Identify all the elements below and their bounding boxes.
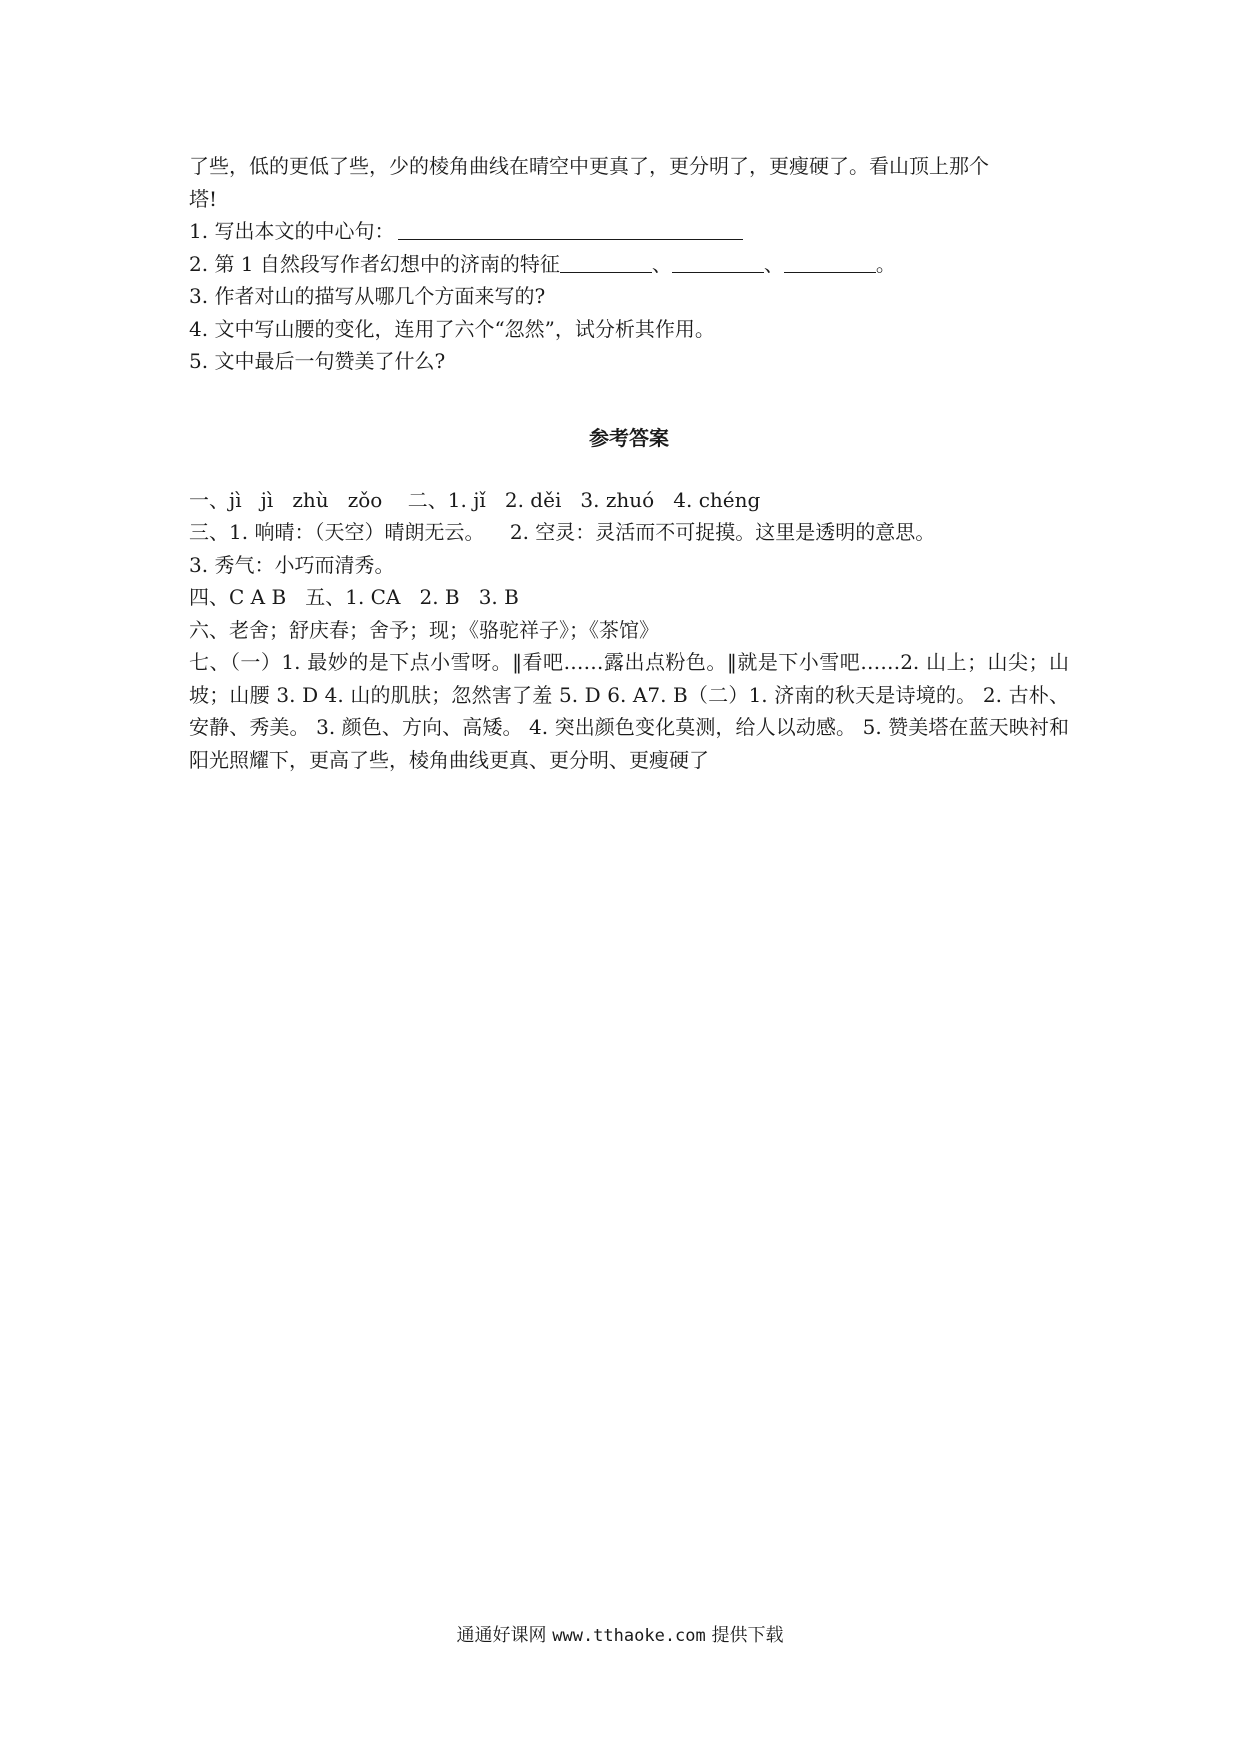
answer-line-5: 六、老舍；舒庆春；舍予；现；《骆驼祥子》；《茶馆》 (189, 617, 659, 642)
question-1-text: 1. 写出本文的中心句： (189, 219, 395, 243)
question-4: 4. 文中写山腰的变化，连用了六个“忽然”，试分析其作用。 (189, 316, 715, 341)
page-footer (0, 1621, 1240, 1647)
period: 。 (875, 251, 896, 276)
answer-line-1: 一、jì jì zhù zǒo 二、1. jǐ 2. děi 3. zhuó 4. chéng (189, 487, 761, 512)
answer-line-2: 三、1. 响晴：（天空）晴朗无云。 2. 空灵：灵活而不可捉摸。这里是透明的意思。 (189, 520, 936, 544)
footer-suffix: 提供下载 (705, 1625, 784, 1646)
footer-site-name: 通通好课网 (456, 1625, 553, 1646)
question-2-text: 2. 第 1 自然段写作者幻想中的济南的特征 (189, 251, 560, 276)
answers-heading: 参考答案 (589, 425, 669, 450)
answer-paragraph-7: 七、（一）1. 最妙的是下点小雪呀。‖看吧……露出点粉色。‖就是下小雪吧……2. 山上；山尖；山坡；山腰 3. D 4. 山的肌肤；忽然害了羞 5. D 6. A7. B（二）1. 济南的秋天是诗境的。 2. 古朴、安静、秀美。 3. 颜色、方向、高矮。 4. 突出颜色变化莫测，给人以动感。 5. 赞美塔在蓝天映衬和阳光照耀下，更高了些，棱角曲线更真、更分明、更瘦硬了 (189, 650, 1069, 772)
question-5: 5. 文中最后一句赞美了什么? (189, 349, 446, 373)
footer-url[interactable]: www.tthaoke.com (552, 1626, 706, 1646)
answer-line-3: 3. 秀气：小巧而清秀。 (189, 552, 395, 577)
passage-line-2: 塔! (189, 186, 218, 211)
answer-line-4: 四、C A B 五、1. CA 2. B 3. B (189, 585, 519, 609)
separator: 、 (651, 251, 672, 276)
document-body (189, 150, 1069, 776)
question-1 (189, 215, 1069, 248)
answer-blank[interactable] (784, 252, 876, 273)
separator: 、 (763, 251, 784, 276)
answer-blank[interactable] (560, 252, 652, 273)
answer-blank[interactable] (398, 219, 743, 240)
passage-line-1: 了些，低的更低了些，少的棱角曲线在晴空中更真了，更分明了，更瘦硬了。看山顶上那个 (189, 154, 989, 178)
answer-blank[interactable] (672, 252, 764, 273)
question-3: 3. 作者对山的描写从哪几个方面来写的? (189, 284, 546, 308)
question-2 (189, 248, 1069, 281)
